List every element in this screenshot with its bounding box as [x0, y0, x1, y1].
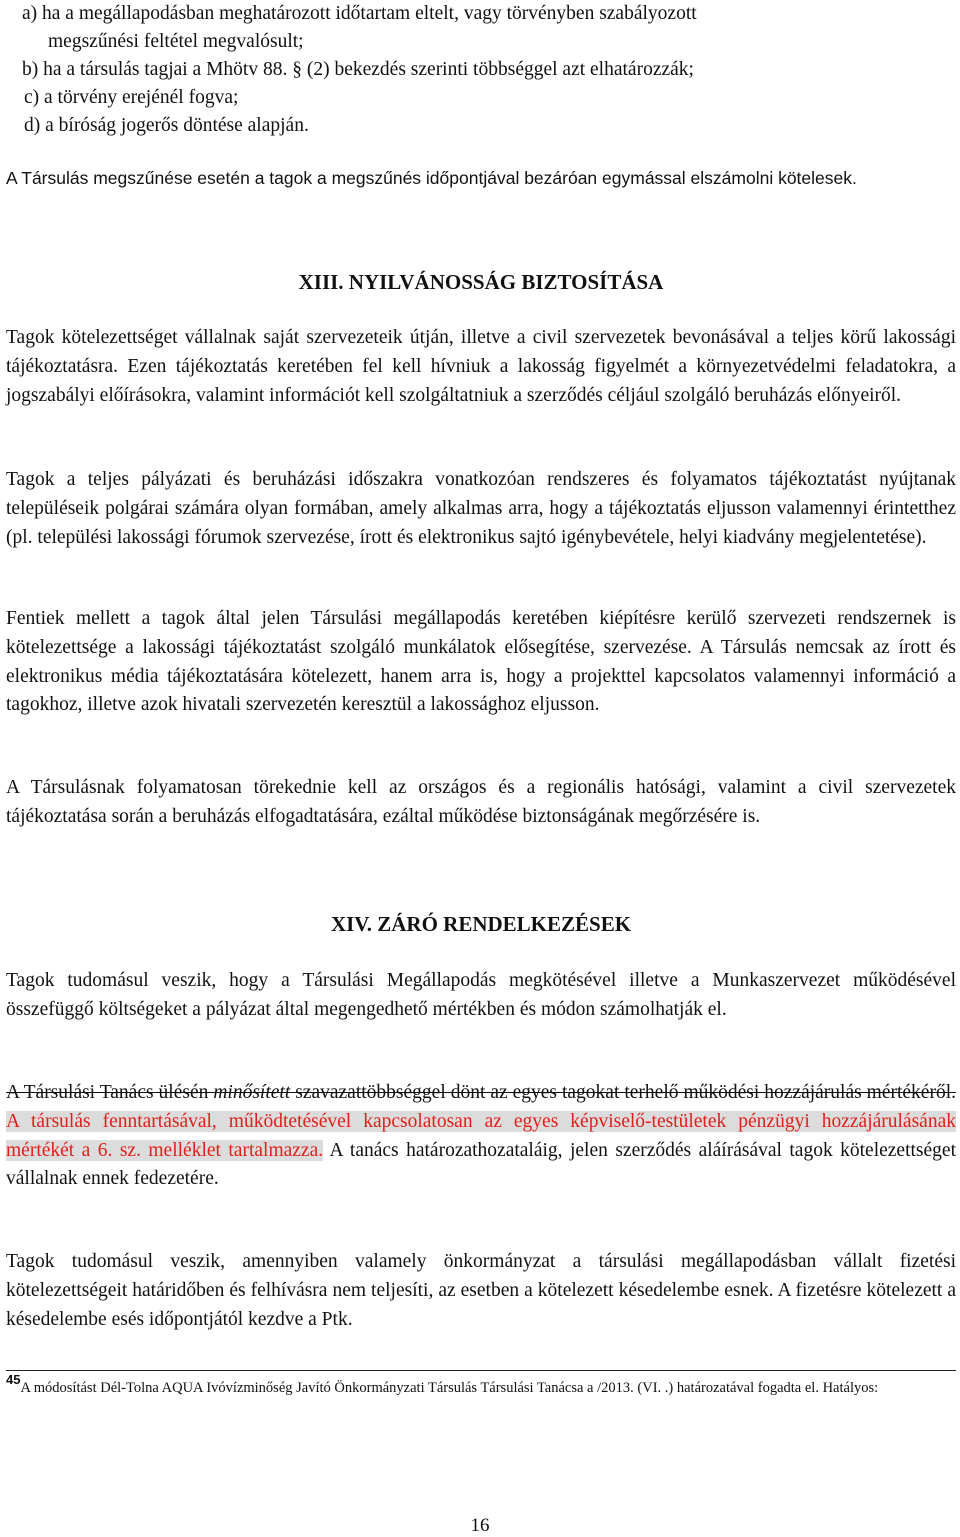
page-number: 16 — [470, 1515, 490, 1536]
section-13-paragraph-4: A Társulásnak folyamatosan törekednie kell az országos és a regionális hatósági, valamint a civil szervezetek tájékoztatása során a beruházás elfogadtatására, ezáltal működése biztonságának megőrzésére is. — [6, 777, 956, 827]
section-13-heading: XIII. NYILVÁNOSSÁG BIZTOSÍTÁSA — [298, 270, 664, 294]
section-14-paragraph-1: Tagok tudomásul veszik, hogy a Társulási Megállapodás megkötésével illetve a Munkaszervezet működésével összefüggő költségeket a pályázat által megengedhető mértékben és módon számolhatják el. — [6, 970, 956, 1020]
termination-conditions-list — [6, 0, 956, 140]
struck-through-text — [6, 1082, 956, 1103]
list-item-b: b) ha a társulás tagjai a Mhötv 88. § (2) bekezdés szerinti többséggel azt elhatározzák; — [22, 59, 694, 80]
list-item-c: c) a törvény erejénél fogva; — [24, 87, 239, 108]
struck-text-start: A Társulási Tanács ülésén — [6, 1082, 214, 1103]
list-item-d: d) a bíróság jogerős döntése alapján. — [24, 115, 309, 136]
paragraph-continuation: A tanács határozathozataláig, jelen szerződés aláírásával tagok kötelezettséget vállalnak ennek fedezetére. — [6, 1139, 956, 1190]
section-14-paragraph-2 — [6, 1079, 956, 1194]
section-13-paragraph-1: Tagok kötelezettséget vállalnak saját szervezeteik útján, illetve a civil szervezetek bevonásával a teljes körű lakossági tájékoztatásra. Ezen tájékoztatás keretében fel kell hívniuk a lakosság figyelmét a környezetvédelmi feladatokra, a jogszabályi előírásokra, valamint információt kell szolgáltatniuk a szerződés céljául szolgáló beruházás előnyeiről. — [6, 327, 956, 406]
struck-text-italic: minősített — [213, 1082, 291, 1103]
footnote-text: A módosítást Dél-Tolna AQUA Ivóvízminőség Javító Önkormányzati Társulás Társulási Tanácsa a /2013. (VI. .) határozatával fogadta el. Hatályos: — [20, 1380, 879, 1396]
footnote-mark: 45 — [6, 1372, 21, 1387]
section-14-paragraph-3: Tagok tudomásul veszik, amennyiben valamely önkormányzat a társulási megállapodásban vállalt fizetési kötelezettségeit határidőben és felhívásra nem teljesíti, az esetben a kötelezett késedelembe esnek. A fizetésre kötelezett a késedelembe esés időpontjától kezdve a Ptk. — [6, 1251, 956, 1330]
struck-text-end: szavazattöbbséggel dönt az egyes tagokat terhelő működési hozzájárulás mértékéről. — [290, 1082, 956, 1103]
highlighted-amendment-text: A társulás fenntartásával, működtetésével kapcsolatosan az egyes képviselő-testületek pénzügyi hozzájárulásának mértékét a 6. sz. melléklet tartalmazza. — [6, 1110, 956, 1161]
section-13-paragraph-3: Fentiek mellett a tagok által jelen Társulási megállapodás keretében kiépítésre kerülő szervezeti rendszernek is kötelezettsége a lakossági tájékoztatást szolgáló munkálatok elősegítése, szervezése. A Társulás nemcsak az írott és elektronikus média tájékoztatására kötelezett, hanem arra is, hogy a projekttel kapcsolatos valamennyi információ a tagokhoz, illetve azok hivatali szervezetén keresztül a lakossághoz eljusson. — [6, 608, 956, 716]
footnote-separator — [6, 1370, 956, 1371]
section-14-heading: XIV. ZÁRÓ RENDELKEZÉSEK — [330, 912, 632, 936]
section-13-paragraph-2: Tagok a teljes pályázati és beruházási időszakra vonatkozóan rendszeres és folyamatos tájékoztatást nyújtanak településeik polgárai számára olyan formában, amely alkalmas arra, hogy a tájékoztatás eljusson valamennyi érintetthez (pl. települési lakossági fórumok szervezése, írott és elektronikus sajtó igénybevétele, helyi kiadvány megjelentetése). — [6, 469, 956, 548]
footnote — [6, 1372, 956, 1400]
list-item-a: a) ha a megállapodásban meghatározott időtartam eltelt, vagy törvényben szabályozott — [22, 3, 697, 24]
settlement-paragraph: A Társulás megszűnése esetén a tagok a megszűnés időpontjával bezáróan egymással elszámolni kötelesek. — [6, 168, 857, 188]
list-item-a-continuation: megszűnési feltétel megvalósult; — [48, 31, 304, 52]
